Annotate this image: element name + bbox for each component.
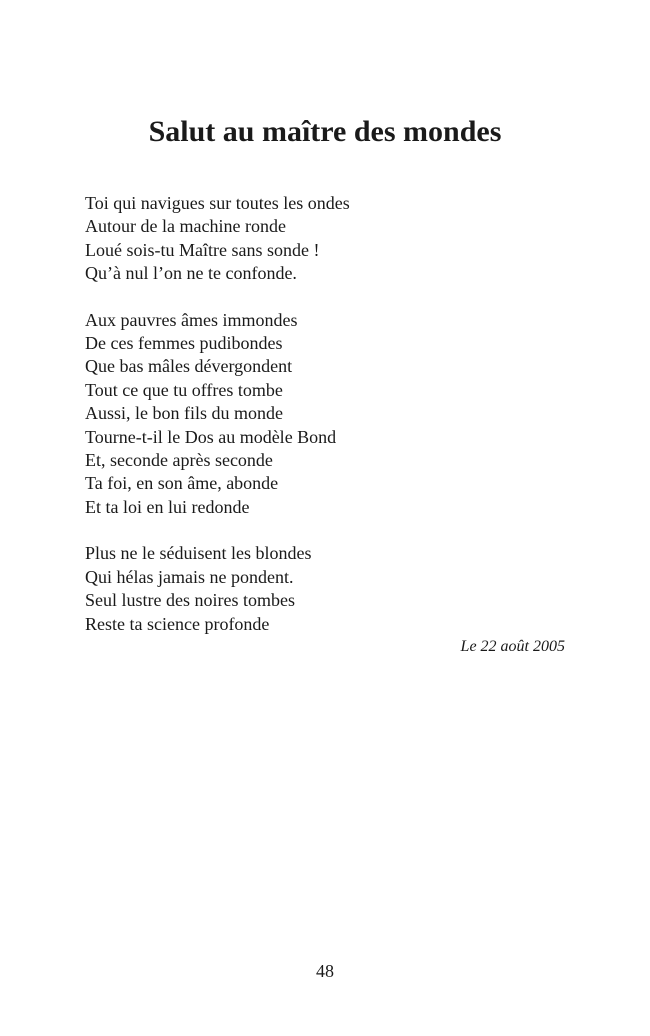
poem-line: Autour de la machine ronde <box>85 216 286 237</box>
page-number: 48 <box>316 961 334 981</box>
poem-line: Que bas mâles dévergondent <box>85 356 293 377</box>
poem-line: Loué sois-tu Maître sans sonde ! <box>85 239 320 260</box>
poem-body <box>85 192 585 659</box>
poem-line: Tourne-t-il le Dos au modèle Bond <box>85 426 337 447</box>
poem-line: Qui hélas jamais ne pondent. <box>85 566 294 587</box>
poem-line: De ces femmes pudibondes <box>85 333 283 354</box>
poem-date: Le 22 août 2005 <box>460 638 565 655</box>
poem-line: Ta foi, en son âme, abonde <box>85 473 279 494</box>
stanza-2 <box>85 309 585 520</box>
poem-line: Et, seconde après seconde <box>85 450 273 471</box>
poem-line: Toi qui navigues sur toutes les ondes <box>85 193 350 213</box>
poem-line: Plus ne le séduisent les blondes <box>85 543 312 564</box>
poem-title: Salut au maître des mondes <box>148 115 502 148</box>
poem-line: Reste ta science profonde <box>85 613 270 634</box>
stanza-3 <box>85 542 585 636</box>
poem-line: Et ta loi en lui redonde <box>85 496 250 517</box>
poem-line: Qu’à nul l’on ne te confonde. <box>85 263 297 284</box>
poem-line: Tout ce que tu offres tombe <box>85 379 283 400</box>
stanza-1 <box>85 192 585 286</box>
poem-line: Seul lustre des noires tombes <box>85 590 295 611</box>
poem-line: Aux pauvres âmes immondes <box>85 309 298 330</box>
poem-line: Aussi, le bon fils du monde <box>85 403 283 424</box>
